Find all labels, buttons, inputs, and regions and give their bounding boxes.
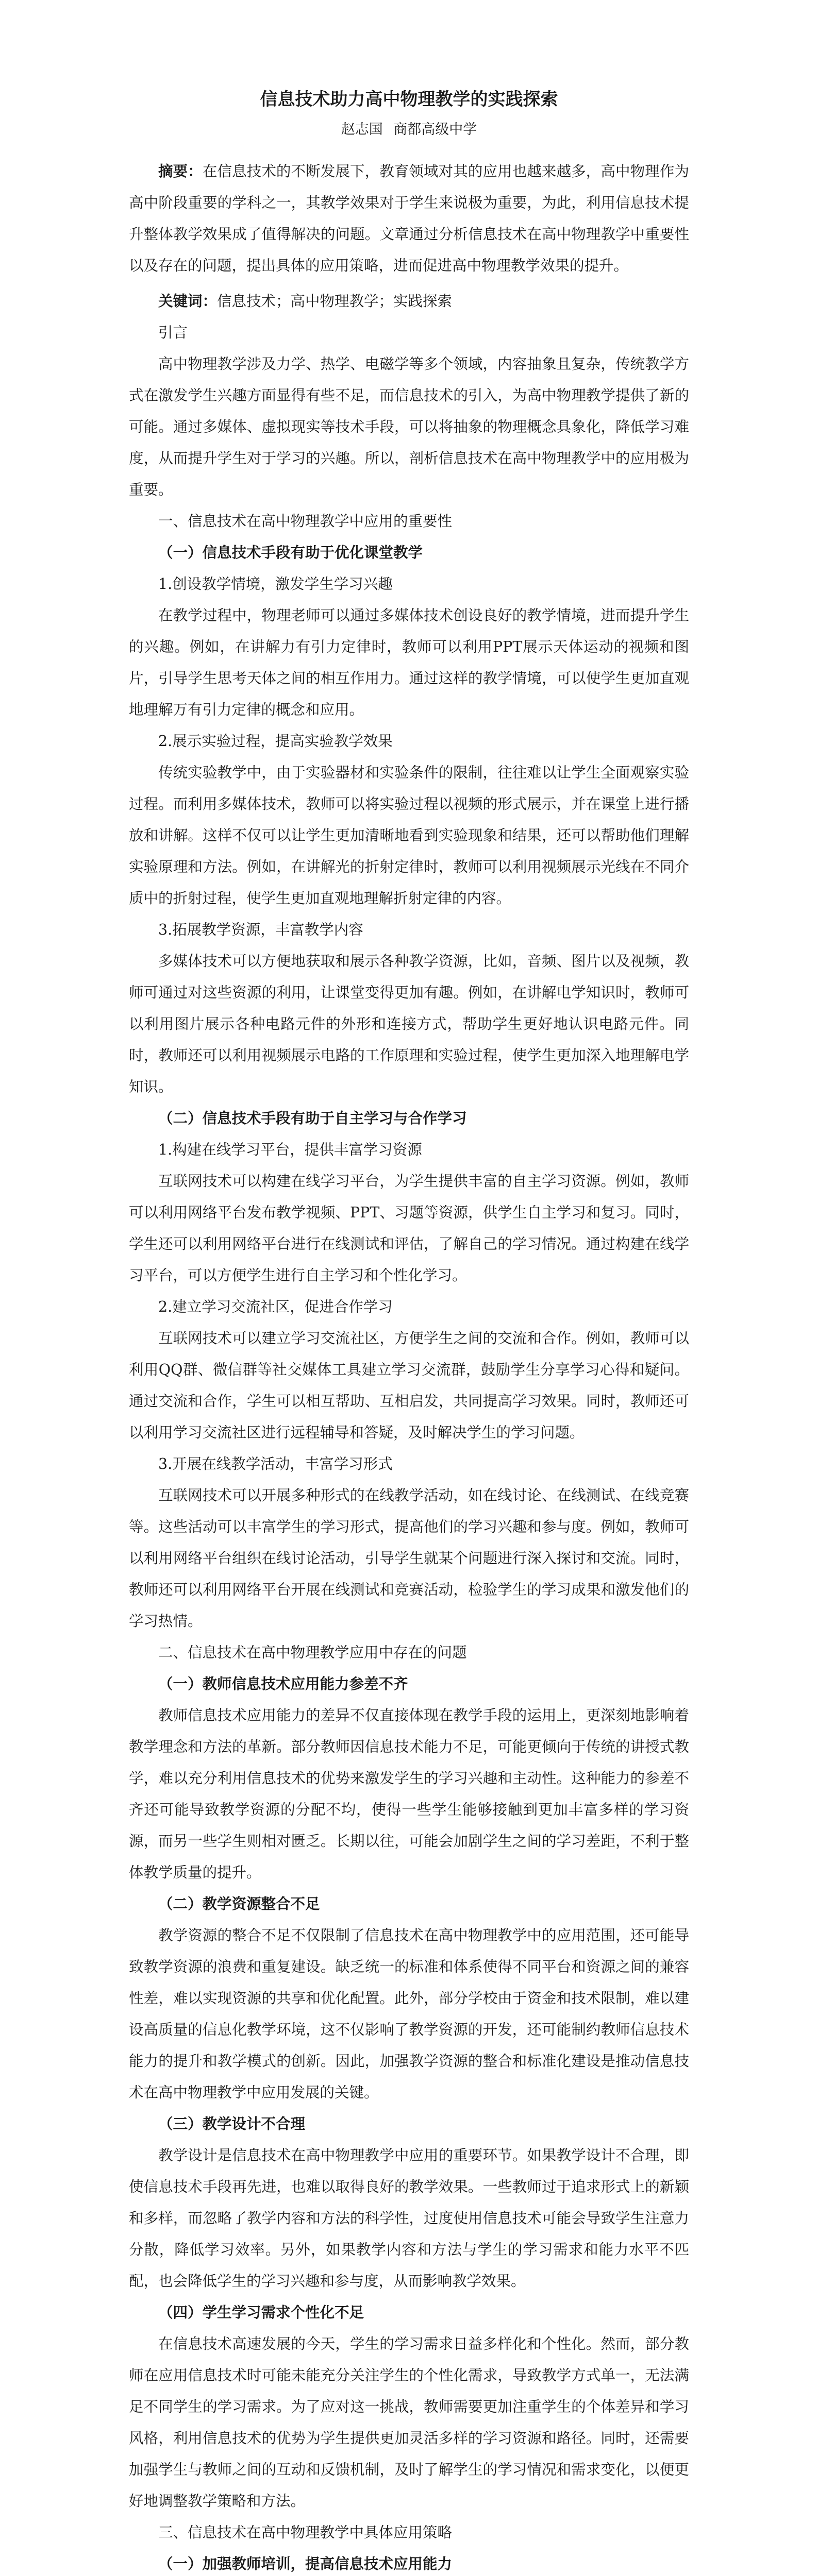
intro-paragraph: 高中物理教学涉及力学、热学、电磁学等多个领域，内容抽象且复杂，传统教学方式在激发学生兴趣方面显得有些不足，而信息技术的引入，为高中物理教学提供了新的可能。通过多媒体、虚拟现实等技术手段，可以将抽象的物理概念具象化，降低学习难度，从而提升学生对于学习的兴趣。所以，剖析信息技术在高中物理教学中的应用极为重要。	[129, 355, 689, 499]
body-paragraph: 互联网技术可以开展多种形式的在线教学活动，如在线讨论、在线测试、在线竞赛等。这些活动可以丰富学生的学习形式，提高他们的学习兴趣和参与度。例如，教师可以利用网络平台组织在线讨论活动，引导学生就某个问题进行深入探讨和交流。同时，教师还可以利用网络平台开展在线测试和竞赛活动，检验学生的学习成果和激发他们的学习热情。	[129, 1487, 689, 1630]
point-heading: 1.构建在线学习平台，提供丰富学习资源	[158, 1141, 422, 1159]
keywords	[129, 285, 689, 317]
body-paragraph: 教学资源的整合不足不仅限制了信息技术在高中物理教学中的应用范围，还可能导致教学资源的浪费和重复建设。缺乏统一的标准和体系使得不同平台和资源之间的兼容性差，难以实现资源的共享和优化配置。此外，部分学校由于资金和技术限制，难以建设高质量的信息化教学环境，这不仅影响了教学资源的开发，还可能制约教师信息技术能力的提升和教学模式的创新。因此，加强教学资源的整合和标准化建设是推动信息技术在高中物理教学中应用发展的关键。	[129, 1927, 689, 2102]
body-paragraph: 互联网技术可以构建在线学习平台，为学生提供丰富的自主学习资源。例如，教师可以利用网络平台发布教学视频、PPT、习题等资源，供学生自主学习和复习。同时，学生还可以利用网络平台进行在线测试和评估，了解自己的学习情况。通过构建在线学习平台，可以方便学生进行自主学习和个性化学习。	[129, 1173, 689, 1284]
author-name: 赵志国	[341, 121, 383, 138]
subsection-heading: （三）教学设计不合理	[158, 2115, 306, 2133]
point-heading: 1.创设教学情境，激发学生学习兴趣	[158, 575, 393, 593]
section-heading: 二、信息技术在高中物理教学应用中存在的问题	[158, 1644, 467, 1662]
abstract-text: 在信息技术的不断发展下，教育领域对其的应用也越来越多，高中物理作为高中阶段重要的学科之一，其教学效果对于学生来说极为重要，为此，利用信息技术提升整体教学效果成了值得解决的问题。文章通过分析信息技术在高中物理教学中重要性以及存在的问题，提出具体的应用策略，进而促进高中物理教学效果的提升。	[129, 163, 689, 275]
subsection-heading: （一）教师信息技术应用能力参差不齐	[158, 1675, 408, 1693]
subsection-heading: （二）教学资源整合不足	[158, 1895, 320, 1913]
point-heading: 2.建立学习交流社区，促进合作学习	[158, 1298, 393, 1316]
point-heading: 2.展示实验过程，提高实验教学效果	[158, 733, 393, 750]
body-paragraph: 互联网技术可以建立学习交流社区，方便学生之间的交流和合作。例如，教师可以利用QQ群、微信群等社交媒体工具建立学习交流群，鼓励学生分享学习心得和疑问。通过交流和合作，学生可以相互帮助、互相启发，共同提高学习效果。同时，教师还可以利用学习交流社区进行远程辅导和答疑，及时解决学生的学习问题。	[129, 1330, 689, 1442]
section-heading: 一、信息技术在高中物理教学中应用的重要性	[158, 513, 453, 530]
subsection-heading: （一）加强教师培训，提高信息技术应用能力	[158, 2555, 453, 2573]
abstract	[129, 156, 689, 281]
body-paragraph: 教学设计是信息技术在高中物理教学中应用的重要环节。如果教学设计不合理，即使信息技术手段再先进，也难以取得良好的教学效果。一些教师过于追求形式上的新颖和多样，而忽略了教学内容和方法的科学性，过度使用信息技术可能会导致学生注意力分散，降低学习效率。另外，如果教学内容和方法与学生的学习需求和能力水平不匹配，也会降低学生的学习兴趣和参与度，从而影响教学效果。	[129, 2147, 689, 2290]
keywords-label: 关键词：	[158, 292, 218, 310]
body-paragraph: 多媒体技术可以方便地获取和展示各种教学资源，比如，音频、图片以及视频，教师可通过对这些资源的利用，让课堂变得更加有趣。例如，在讲解电学知识时，教师可以利用图片展示各种电路元件的外形和连接方式，帮助学生更好地认识电路元件。同时，教师还可以利用视频展示电路的工作原理和实验过程，使学生更加深入地理解电学知识。	[129, 953, 689, 1096]
abstract-label: 摘要：	[158, 162, 203, 180]
body-paragraph: 在教学过程中，物理老师可以通过多媒体技术创设良好的教学情境，进而提升学生的兴趣。例如，在讲解力有引力定律时，教师可以利用PPT展示天体运动的视频和图片，引导学生思考天体之间的相互作用力。通过这样的教学情境，可以使学生更加直观地理解万有引力定律的概念和应用。	[129, 607, 689, 719]
intro-heading: 引言	[158, 324, 188, 342]
keywords-text: 信息技术；高中物理教学；实践探索	[217, 293, 453, 310]
body-paragraph: 教师信息技术应用能力的差异不仅直接体现在教学手段的运用上，更深刻地影响着教学理念和方法的革新。部分教师因信息技术能力不足，可能更倾向于传统的讲授式教学，难以充分利用信息技术的优势来激发学生的学习兴趣和主动性。这种能力的参差不齐还可能导致教学资源的分配不均，使得一些学生能够接触到更加丰富多样的学习资源，而另一些学生则相对匮乏。长期以往，可能会加剧学生之间的学习差距，不利于整体教学质量的提升。	[129, 1707, 689, 1882]
point-heading: 3.拓展教学资源，丰富教学内容	[158, 921, 363, 939]
body-paragraph: 传统实验教学中，由于实验器材和实验条件的限制，往往难以让学生全面观察实验过程。而利用多媒体技术，教师可以将实验过程以视频的形式展示，并在课堂上进行播放和讲解。这样不仅可以让学生更加清晰地看到实验现象和结果，还可以帮助他们理解实验原理和方法。例如，在讲解光的折射定律时，教师可以利用视频展示光线在不同介质中的折射过程，使学生更加直观地理解折射定律的内容。	[129, 764, 689, 907]
subsection-heading: （二）信息技术手段有助于自主学习与合作学习	[158, 1109, 467, 1127]
author-affiliation: 商都高级中学	[393, 121, 477, 138]
subsection-heading: （四）学生学习需求个性化不足	[158, 2303, 364, 2321]
body-paragraph: 在信息技术高速发展的今天，学生的学习需求日益多样化和个性化。然而，部分教师在应用信息技术时可能未能充分关注学生的个性化需求，导致教学方式单一，无法满足不同学生的学习需求。为了应对这一挑战，教师需要更加注重学生的个体差异和学习风格，利用信息技术的优势为学生提供更加灵活多样的学习资源和路径。同时，还需要加强学生与教师之间的互动和反馈机制，及时了解学生的学习情况和需求变化，以便更好地调整教学策略和方法。	[129, 2335, 689, 2510]
author-line	[129, 120, 689, 141]
point-heading: 3.开展在线教学活动，丰富学习形式	[158, 1455, 393, 1473]
subsection-heading: （一）信息技术手段有助于优化课堂教学	[158, 544, 423, 562]
section-heading: 三、信息技术在高中物理教学中具体应用策略	[158, 2524, 453, 2541]
paper-title: 信息技术助力高中物理教学的实践探索	[260, 89, 558, 110]
